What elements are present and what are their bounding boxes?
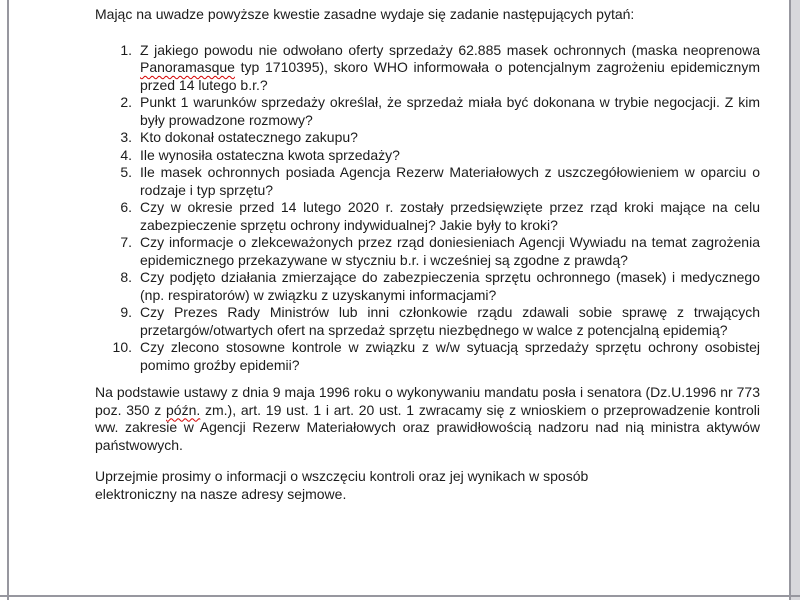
question-number: 1. [120,41,132,58]
question-number: 5. [120,164,132,180]
page-border-right [789,0,791,600]
misspelled-word: późn. [166,401,201,418]
question-item-7 [95,234,760,269]
closing-line-1: Uprzejmie prosimy o informacji o wszczęciu kontroli oraz jej wynikach w sposób [95,468,589,484]
question-text-post: typ 1710395), skoro WHO informowała o potencjalnym zagrożeniu epidemicznym przed 14 lutego b.r.? [140,59,760,93]
question-item-8 [95,269,760,304]
legal-text-post: zm.), art. 19 ust. 1 i art. 20 ust. 1 zwracamy się z wnioskiem o przeprowadzenie kontroli ww. zakresie w Agencji Rezerw Materiałowych oraz prawidłowością nadzoru nad nią ministra aktywów państwowych. [95,401,760,453]
question-item-6 [95,199,760,234]
question-text: Czy informacje o zlekceważonych przez rząd doniesieniach Agencji Wywiadu na temat zagrożenia epidemicznego przekazywane w styczniu b.r. i wcześniej są zgodne z prawdą? [140,234,760,268]
question-number: 3. [120,129,132,145]
document-content [95,6,760,503]
question-item-1 [95,42,760,95]
question-text-pre: Z jakiego powodu nie odwołano oferty sprzedaży 62.885 masek ochronnych (maska neoprenowa [140,41,760,58]
question-text: Ile masek ochronnych posiada Agencja Rezerw Materiałowych z uszczegółowieniem w oparciu o rodzaje i typ sprzętu? [140,164,760,198]
question-text: Punkt 1 warunków sprzedaży określał, że sprzedaż miała być dokonana w trybie negocjacji. Z kim były prowadzone rozmowy? [140,94,760,128]
question-text: Czy Prezes Rady Ministrów lub inni członkowie rządu zdawali sobie sprawę z trwających przetargów/otwartych ofert na sprzedaż sprzętu niezbędnego w walce z potencjalną epidemią? [140,304,760,338]
page-edge-right [791,0,800,600]
page-border-left [7,0,9,600]
legal-text-pre: Na podstawie ustawy z dnia 9 maja 1996 roku o wykonywaniu mandatu posła i senatora (Dz.U.1996 nr 773 poz. 350 z [95,384,760,418]
question-number: 2. [120,94,132,110]
question-item-10 [95,339,760,374]
closing-line-2: elektroniczny na nasze adresy sejmowe. [95,485,347,502]
question-text: Czy podjęto działania zmierzające do zabezpieczenia sprzętu ochronnego (masek) i medycznego (np. respiratorów) w związku z uzyskanymi informacjami? [140,269,760,303]
question-item-9 [95,304,760,339]
closing-paragraph [95,468,760,503]
question-text: Czy zlecono stosowne kontrole w związku z w/w sytuacją sprzedaży sprzętu ochrony osobistej pomimo groźby epidemii? [140,339,760,373]
question-number: 8. [120,269,132,285]
question-item-5 [95,164,760,199]
question-text: Czy w okresie przed 14 lutego 2020 r. zostały przedsięwzięte przez rząd kroki mające na celu zabezpieczenie sprzętu ochrony indywidualnej? Jakie były to kroki? [140,199,760,233]
question-number: 7. [120,234,132,250]
legal-basis-paragraph [95,384,760,454]
question-number: 9. [120,304,132,320]
question-item-3 [95,129,760,147]
question-text: Kto dokonał ostatecznego zakupu? [140,129,358,145]
page-border-bottom [0,595,800,597]
question-text [140,42,760,95]
intro-paragraph: Mając na uwadze powyższe kwestie zasadne wydaje się zadanie następujących pytań: [95,6,635,22]
question-number: 4. [120,146,132,163]
misspelled-word: Panoramasque [140,59,235,75]
question-list [95,42,760,375]
question-number: 6. [120,199,132,215]
question-number: 10. [112,339,132,355]
question-item-4 [95,147,760,165]
question-item-2 [95,94,760,129]
question-text: Ile wynosiła ostateczna kwota sprzedaży? [140,146,400,163]
